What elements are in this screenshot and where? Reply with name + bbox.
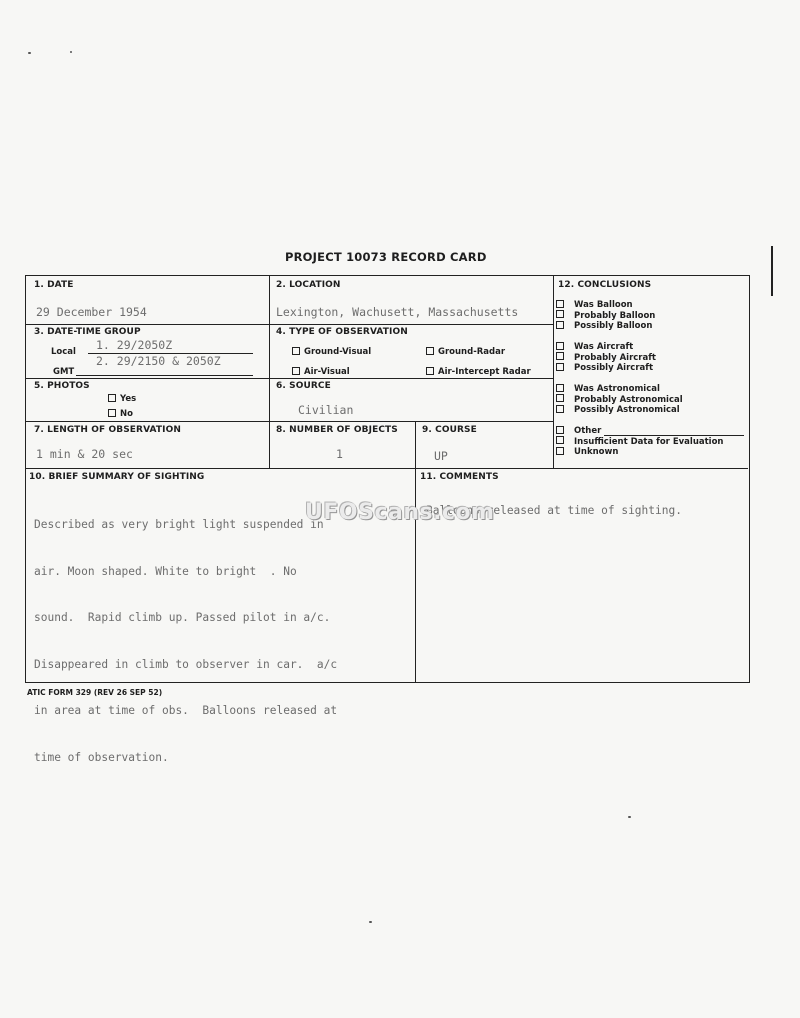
source-label: 6. SOURCE [276,381,331,391]
grid-line [415,421,416,683]
local-value: 1. 29/2050Z [96,338,173,352]
course-value: UP [434,449,448,463]
card-title: PROJECT 10073 RECORD CARD [285,250,487,264]
conclusion-was-balloon[interactable]: Was Balloon [556,300,655,311]
gmt-underline [76,375,253,376]
checkbox-icon [426,347,434,355]
scan-edge-mark [771,246,773,296]
scan-speck [369,921,372,923]
length-label: 7. LENGTH OF OBSERVATION [34,425,181,435]
checkbox-icon [108,409,116,417]
summary-line: Disappeared in climb to observer in car. a/c [34,657,338,671]
objects-label: 8. NUMBER OF OBJECTS [276,425,398,435]
source-value: Civilian [298,403,354,417]
conclusions-aircraft-group [556,342,656,374]
location-label: 2. LOCATION [276,280,341,290]
conclusion-was-aircraft[interactable]: Was Aircraft [556,342,656,353]
conclusion-possibly-aircraft[interactable]: Possibly Aircraft [556,363,656,374]
checkbox-icon [108,394,116,402]
grid-line [269,276,270,468]
conclusion-insufficient-data[interactable]: Insufficient Data for Evaluation [556,437,724,448]
conclusion-possibly-astronomical[interactable]: Possibly Astronomical [556,405,683,416]
conclusion-probably-balloon[interactable]: Probably Balloon [556,311,655,322]
conclusions-other-group [556,426,724,458]
datetime-label: 3. DATE-TIME GROUP [34,327,141,337]
grid-line [26,378,553,379]
gmt-value: 2. 29/2150 & 2050Z [96,354,221,368]
checkbox-icon [556,405,564,413]
option-ground-visual[interactable]: Ground-Visual [292,347,371,357]
length-value: 1 min & 20 sec [36,447,133,461]
conclusion-was-astronomical[interactable]: Was Astronomical [556,384,683,395]
form-footer: ATIC FORM 329 (REV 26 SEP 52) [27,688,163,697]
grid-line [553,276,554,468]
grid-line [26,324,553,325]
conclusion-other[interactable]: Other [556,426,724,437]
objects-value: 1 [336,447,343,461]
grid-line [26,468,748,469]
summary-line: air. Moon shaped. White to bright . No [34,564,297,578]
scan-speck [70,51,72,53]
option-ground-radar[interactable]: Ground-Radar [426,347,505,357]
date-value: 29 December 1954 [36,305,147,319]
conclusion-probably-aircraft[interactable]: Probably Aircraft [556,353,656,364]
checkbox-icon [556,342,564,350]
local-label: Local [51,347,76,357]
option-photos-no[interactable]: No [108,409,133,419]
checkbox-icon [556,300,564,308]
summary-line: in area at time of obs. Balloons released at [34,704,338,717]
gmt-label: GMT [53,367,75,377]
checkbox-icon [556,447,564,455]
conclusions-label: 12. CONCLUSIONS [558,280,652,290]
comments-label: 11. COMMENTS [420,472,499,482]
comments-value: Balloons released at time of sighting. [426,504,682,517]
checkbox-icon [556,384,564,392]
checkbox-icon [556,352,564,360]
checkbox-icon [292,347,300,355]
option-air-visual[interactable]: Air-Visual [292,367,350,377]
checkbox-icon [426,367,434,375]
course-label: 9. COURSE [422,425,477,435]
scan-speck [28,52,31,54]
option-air-intercept-radar[interactable]: Air-Intercept Radar [426,367,531,377]
observation-type-label: 4. TYPE OF OBSERVATION [276,327,408,337]
conclusions-astronomical-group [556,384,683,416]
option-photos-yes[interactable]: Yes [108,394,136,404]
checkbox-icon [556,310,564,318]
checkbox-icon [556,426,564,434]
summary-line: Described as very bright light suspended in [34,518,324,531]
checkbox-icon [556,436,564,444]
scan-speck [628,816,631,818]
summary-label: 10. BRIEF SUMMARY OF SIGHTING [29,472,205,482]
photos-label: 5. PHOTOS [34,381,90,391]
conclusion-probably-astronomical[interactable]: Probably Astronomical [556,395,683,406]
checkbox-icon [292,367,300,375]
conclusion-unknown[interactable]: Unknown [556,447,724,458]
conclusion-possibly-balloon[interactable]: Possibly Balloon [556,321,655,332]
summary-line: time of observation. [34,750,169,764]
location-value: Lexington, Wachusett, Massachusetts [276,305,519,319]
summary-text [34,486,404,796]
grid-line [26,421,553,422]
summary-line: sound. Rapid climb up. Passed pilot in a/c. [34,611,331,624]
date-label: 1. DATE [34,280,74,290]
checkbox-icon [556,394,564,402]
watermark: UFOScans.com [305,500,495,525]
checkbox-icon [556,363,564,371]
checkbox-icon [556,321,564,329]
conclusions-balloon-group [556,300,655,332]
other-underline [604,435,744,436]
